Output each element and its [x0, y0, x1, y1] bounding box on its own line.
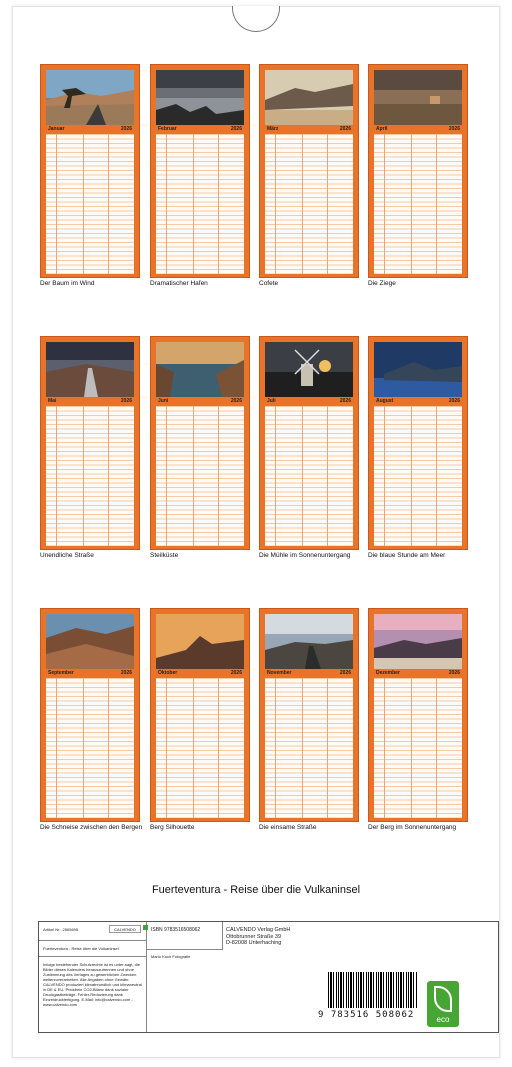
barcode-bars	[328, 972, 418, 1008]
month-photo	[265, 614, 353, 669]
month-header	[374, 397, 462, 406]
info-title: Fuerteventura - Reise über die Vulkaninsel	[43, 946, 119, 951]
month-year: 2026	[448, 670, 460, 676]
month-year: 2026	[448, 126, 460, 132]
month-caption: Dramatischer Hafen	[150, 280, 208, 287]
month-header	[156, 125, 244, 134]
publisher-logo: CALVENDO	[109, 925, 141, 933]
month-year: 2026	[120, 398, 132, 404]
planner-grid	[265, 134, 353, 274]
photo-illustration	[46, 70, 134, 125]
info-divider	[39, 956, 147, 957]
month-caption: Cofete	[259, 280, 279, 287]
month-name: November	[267, 670, 292, 676]
leaf-icon	[434, 986, 452, 1012]
month-caption: Die blaue Stunde am Meer	[368, 552, 446, 559]
photographer: Mario Koch Fotografie	[151, 954, 191, 959]
calendar-title: Fuerteventura - Reise über die Vulkaninsel	[151, 884, 361, 896]
planner-grid	[156, 678, 244, 818]
planner-grid	[156, 134, 244, 274]
planner-grid	[46, 406, 134, 546]
month-header	[265, 125, 353, 134]
month-panel	[40, 608, 140, 822]
month-photo	[265, 70, 353, 125]
month-panel	[259, 336, 359, 550]
photo-illustration	[374, 614, 462, 669]
month-year: 2026	[339, 126, 351, 132]
month-year: 2026	[230, 670, 242, 676]
photo-illustration	[374, 342, 462, 397]
planner-grid	[374, 678, 462, 818]
planner-grid	[374, 406, 462, 546]
month-year: 2026	[339, 670, 351, 676]
month-panel	[150, 336, 250, 550]
month-panel	[40, 336, 140, 550]
photo-illustration	[265, 70, 353, 125]
month-header	[265, 669, 353, 678]
month-name: Februar	[158, 126, 177, 132]
month-panel	[259, 64, 359, 278]
month-name: August	[376, 398, 394, 404]
month-caption: Unendliche Straße	[40, 552, 94, 559]
month-header	[46, 397, 134, 406]
month-year: 2026	[339, 398, 351, 404]
photo-illustration	[156, 70, 244, 125]
month-name: Oktober	[158, 670, 178, 676]
month-name: Juli	[267, 398, 276, 404]
month-photo	[374, 614, 462, 669]
month-photo	[374, 342, 462, 397]
planner-grid	[374, 134, 462, 274]
month-caption: Die Mühle im Sonnenuntergang	[259, 552, 351, 559]
month-name: Juni	[158, 398, 169, 404]
month-name: März	[267, 126, 279, 132]
info-divider	[39, 940, 147, 941]
eco-badge	[427, 981, 459, 1027]
photo-illustration	[156, 614, 244, 669]
month-photo	[46, 70, 134, 125]
month-year: 2026	[230, 126, 242, 132]
month-header	[265, 397, 353, 406]
month-panel	[259, 608, 359, 822]
month-caption: Steilküste	[150, 552, 179, 559]
month-photo	[46, 342, 134, 397]
month-header	[374, 125, 462, 134]
month-photo	[46, 614, 134, 669]
article-number: Artikel Nr.: 2565695	[43, 927, 79, 932]
month-header	[156, 397, 244, 406]
planner-grid	[156, 406, 244, 546]
month-panel	[150, 64, 250, 278]
barcode	[318, 1002, 418, 1028]
planner-grid	[265, 406, 353, 546]
eco-label: eco	[436, 1015, 450, 1024]
month-header	[46, 125, 134, 134]
isbn: ISBN 9783516508062	[151, 927, 201, 933]
planner-grid	[46, 134, 134, 274]
month-photo	[156, 70, 244, 125]
month-caption: Die Ziege	[368, 280, 396, 287]
month-caption: Die Schneise zwischen den Bergen	[40, 824, 143, 831]
month-panel	[368, 64, 468, 278]
photo-illustration	[46, 614, 134, 669]
photo-illustration	[46, 342, 134, 397]
logo-mark-icon	[143, 925, 148, 930]
month-photo	[374, 70, 462, 125]
month-panel	[40, 64, 140, 278]
photo-illustration	[265, 342, 353, 397]
month-name: Mai	[48, 398, 57, 404]
month-panel	[368, 336, 468, 550]
publisher-address: CALVENDO Verlag GmbH Ottobrunner Straße 39 D-82008 Unterhaching	[226, 927, 291, 946]
month-caption: Die einsame Straße	[259, 824, 317, 831]
month-year: 2026	[120, 126, 132, 132]
photo-illustration	[156, 342, 244, 397]
month-header	[374, 669, 462, 678]
month-year: 2026	[230, 398, 242, 404]
month-photo	[265, 342, 353, 397]
month-photo	[156, 342, 244, 397]
month-name: September	[48, 670, 74, 676]
legal-text: Infolge bestehender Schutzrechte ist es unter-sagt, die Bilder dieses Kalenders herauszutrennen und ohne Zustimmung des Verlages zu gewerblichen Zwecken weiterzuverarbeiten. Alle Angaben ohne Gewähr. CALVENDO produziert klimafreundlich und klimaneutral in DE & EU. Preisfreie CO2-Bilanz dank sozialer Druckgastbeiträge. Fehler-Reduzierung dank Einzeldruckfertigung. E-Mail: info@calvendo.com - www.calvendo.com	[43, 962, 142, 1007]
month-caption: Der Berg im Sonnenuntergang	[368, 824, 457, 831]
month-caption: Berg Silhouette	[150, 824, 195, 831]
planner-grid	[46, 678, 134, 818]
planner-grid	[265, 678, 353, 818]
month-photo	[156, 614, 244, 669]
month-year: 2026	[448, 398, 460, 404]
month-panel	[368, 608, 468, 822]
month-year: 2026	[120, 670, 132, 676]
barcode-number: 9 783516 508062	[318, 1010, 415, 1020]
month-header	[156, 669, 244, 678]
month-caption: Der Baum im Wind	[40, 280, 95, 287]
month-name: Januar	[48, 126, 65, 132]
month-header	[46, 669, 134, 678]
photo-illustration	[374, 70, 462, 125]
month-panel	[150, 608, 250, 822]
photo-illustration	[265, 614, 353, 669]
month-name: April	[376, 126, 388, 132]
month-name: Dezember	[376, 670, 400, 676]
